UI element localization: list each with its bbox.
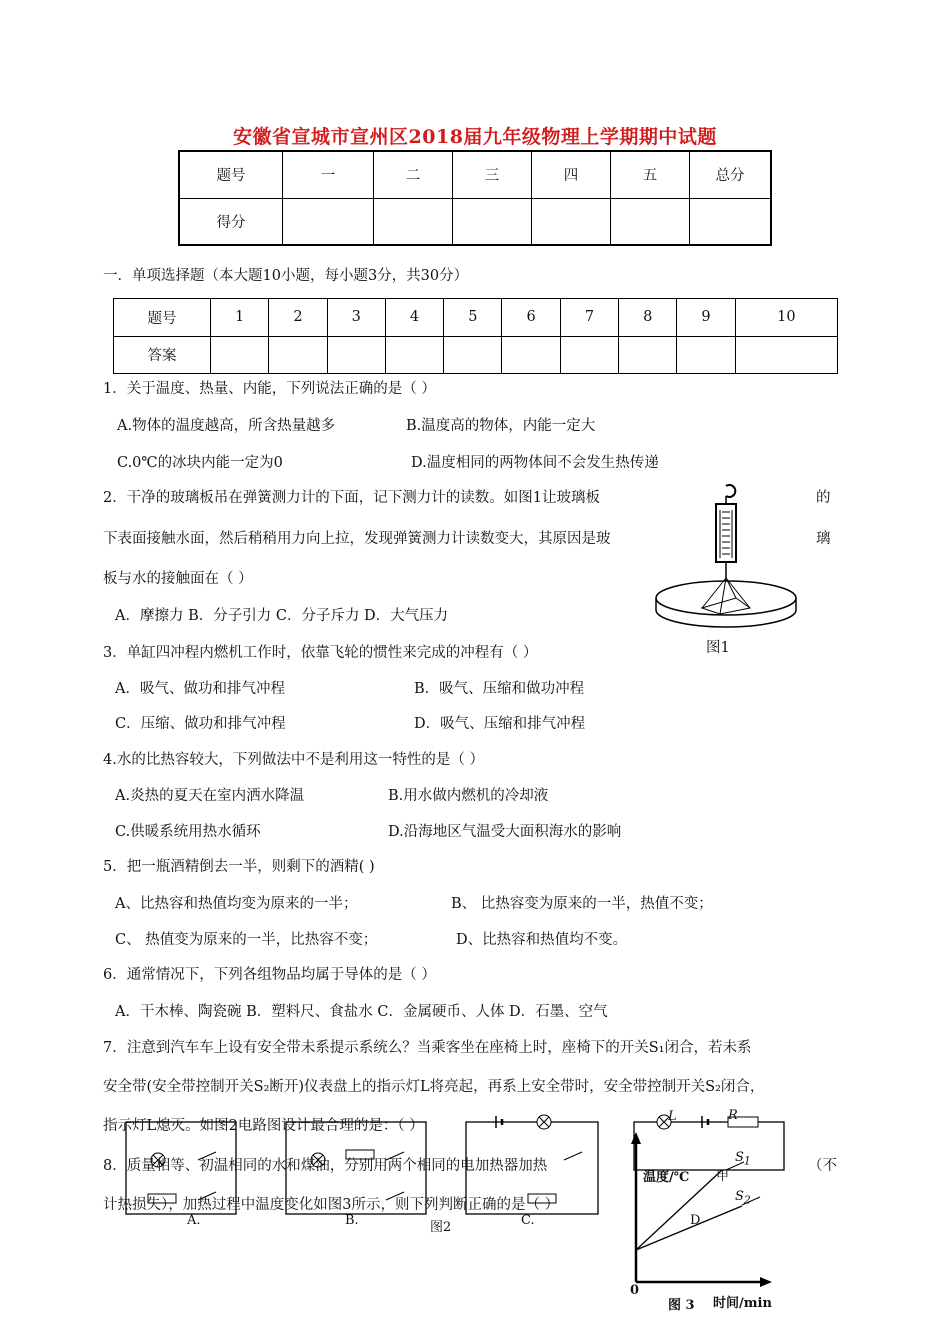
- question-3-option-d: D．吸气、压缩和排气冲程: [414, 716, 586, 732]
- answer-cell[interactable]: [444, 336, 502, 374]
- question-8-line1: 8．质量相等、初温相同的水和煤油，分别用两个相同的电加热器加热: [103, 1158, 548, 1174]
- table-cell[interactable]: [611, 198, 690, 245]
- table-cell: 五: [611, 151, 690, 198]
- table-cell[interactable]: [283, 198, 374, 245]
- question-7-line1: 7．注意到汽车车上设有安全带未系提示系统么？当乘客坐在座椅上时，座椅下的开关S₁闭合，若未系: [103, 1040, 752, 1056]
- question-5-stem: 5．把一瓶酒精倒去一半，则剩下的酒精( ): [103, 859, 375, 875]
- answer-cell[interactable]: [619, 336, 677, 374]
- question-4-stem: 4.水的比热容较大，下列做法中不是利用这一特性的是（ ）: [103, 752, 484, 768]
- question-2-line3: 板与水的接触面在（ ）: [103, 571, 253, 587]
- question-3-option-a: A．吸气、做功和排气冲程: [115, 681, 285, 697]
- graph-line-label-jia: 甲: [716, 1169, 730, 1184]
- component-label-l: L: [668, 1109, 677, 1124]
- page-title: 安徽省宣城市宣州区2018届九年级物理上学期期中试题: [233, 126, 717, 148]
- table-cell: 8: [619, 299, 677, 337]
- table-cell[interactable]: [532, 198, 611, 245]
- table-cell: 一: [283, 151, 374, 198]
- answer-cell[interactable]: [385, 336, 443, 374]
- component-label-s2: $S_2$: [735, 1189, 751, 1207]
- question-6-stem: 6．通常情况下，下列各组物品均属于导体的是（ ）: [103, 967, 436, 983]
- table-cell[interactable]: [690, 198, 772, 245]
- table-cell: 2: [269, 299, 327, 337]
- question-1-option-c: C.0℃的冰块内能一定为0: [117, 455, 283, 471]
- question-5-option-d: D、比热容和热值均不变。: [456, 932, 628, 948]
- table-row: [179, 198, 771, 245]
- table-cell: 9: [677, 299, 735, 337]
- answer-cell[interactable]: [269, 336, 327, 374]
- table-cell[interactable]: [453, 198, 532, 245]
- table-cell: 4: [385, 299, 443, 337]
- question-3-option-c: C．压缩、做功和排气冲程: [115, 716, 286, 732]
- question-4-option-d: D.沿海地区气温受大面积海水的影响: [388, 824, 622, 840]
- table-cell: 5: [444, 299, 502, 337]
- graph-x-axis-label: 时间/min: [713, 1296, 772, 1311]
- answer-cell[interactable]: [735, 336, 837, 374]
- table-cell: 3: [327, 299, 385, 337]
- graph-origin: 0: [630, 1283, 640, 1298]
- table-cell[interactable]: [374, 198, 453, 245]
- table-row: [114, 299, 838, 337]
- section-heading: 一．单项选择题（本大题10小题，每小题3分，共30分）: [103, 268, 469, 284]
- question-1-option-d: D.温度相同的两物体间不会发生热传递: [411, 455, 659, 471]
- figure-1-spring-scale: [650, 480, 800, 650]
- question-1-option-a: A.物体的温度越高，所含热量越多: [117, 418, 336, 434]
- graph-line-label-d: D: [690, 1213, 701, 1228]
- table-cell: 1: [211, 299, 269, 337]
- table-cell: 6: [502, 299, 560, 337]
- score-table: [178, 150, 772, 246]
- circuit-b-label: B.: [345, 1213, 359, 1228]
- answer-cell[interactable]: [211, 336, 269, 374]
- answer-cell[interactable]: [560, 336, 618, 374]
- question-4-option-c: C.供暖系统用热水循环: [115, 824, 261, 840]
- table-cell: 三: [453, 151, 532, 198]
- figure-3-caption: 图 3: [668, 1298, 695, 1313]
- answer-cell[interactable]: [502, 336, 560, 374]
- component-label-s1: $S_1$: [735, 1150, 751, 1168]
- table-cell: 总分: [690, 151, 772, 198]
- question-1-option-b: B.温度高的物体，内能一定大: [406, 418, 596, 434]
- table-cell: 得分: [179, 198, 283, 245]
- question-7-line2: 安全带(安全带控制开关S₂断开)仪表盘上的指示灯L将亮起，再系上安全带时，安全带控制开关S₂闭合，: [103, 1079, 765, 1095]
- question-7-line3: 指示灯L熄灭。如图2电路图设计最合理的是：（ ）: [103, 1118, 424, 1134]
- table-cell: 7: [560, 299, 618, 337]
- figure-1-caption: 图1: [706, 640, 730, 656]
- table-cell: 二: [374, 151, 453, 198]
- question-5-option-a: A、比热容和热值均变为原来的一半；: [115, 896, 358, 912]
- table-cell: 四: [532, 151, 611, 198]
- answer-cell[interactable]: [677, 336, 735, 374]
- figure-2-caption: 图2: [430, 1220, 452, 1235]
- question-2-line1-end: 的: [816, 490, 831, 506]
- table-row: [179, 151, 771, 198]
- answer-cell[interactable]: [327, 336, 385, 374]
- table-row: [114, 336, 838, 374]
- question-8-line2: 计热损失），加热过程中温度变化如图3所示，则下列判断正确的是（ ）: [103, 1197, 560, 1213]
- question-5-option-b: B、 比热容变为原来的一半，热值不变；: [451, 896, 713, 912]
- graph-y-axis-label: 温度/℃: [643, 1170, 690, 1185]
- question-2-line2-end: 璃: [816, 531, 831, 547]
- question-6-options: A．干木棒、陶瓷碗 B．塑料尺、食盐水 C．金属硬币、人体 D．石墨、空气: [115, 1004, 608, 1020]
- question-2-line1: 2．干净的玻璃板吊在弹簧测力计的下面，记下测力计的读数。如图1让玻璃板: [103, 490, 600, 506]
- question-2-line2: 下表面接触水面，然后稍稍用力向上拉，发现弹簧测力计读数变大，其原因是玻: [103, 531, 611, 547]
- table-cell: 题号: [179, 151, 283, 198]
- circuit-a-label: A.: [187, 1213, 201, 1228]
- answer-table: [113, 298, 838, 374]
- question-4-option-b: B.用水做内燃机的冷却液: [388, 788, 549, 804]
- table-cell: 答案: [114, 336, 211, 374]
- question-8-line1-end: （不: [808, 1158, 837, 1174]
- question-3-option-b: B．吸气、压缩和做功冲程: [414, 681, 585, 697]
- component-label-r: R: [728, 1108, 738, 1123]
- table-cell: 题号: [114, 299, 211, 337]
- question-4-option-a: A.炎热的夏天在室内洒水降温: [115, 788, 305, 804]
- question-2-options: A．摩擦力 B．分子引力 C．分子斥力 D．大气压力: [115, 608, 449, 624]
- question-1-stem: 1．关于温度、热量、内能，下列说法正确的是（ ）: [103, 381, 436, 397]
- circuit-c-label: C.: [521, 1213, 535, 1228]
- table-cell: 10: [735, 299, 837, 337]
- figure-3-graph: [630, 1100, 810, 1300]
- question-5-option-c: C、 热值变为原来的一半，比热容不变；: [115, 932, 378, 948]
- question-3-stem: 3．单缸四冲程内燃机工作时，依靠飞轮的惯性来完成的冲程有（ ）: [103, 645, 538, 661]
